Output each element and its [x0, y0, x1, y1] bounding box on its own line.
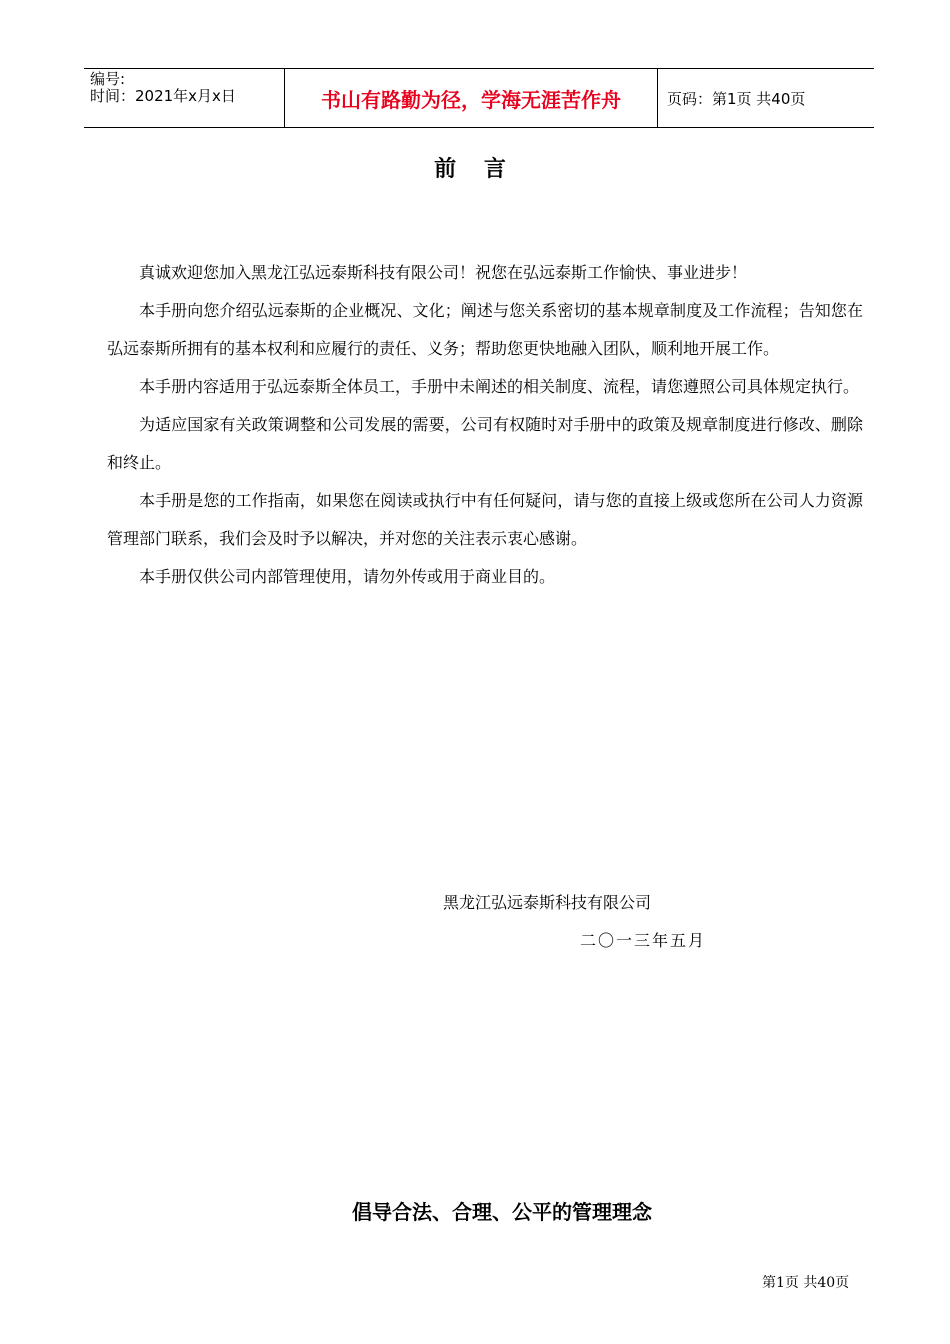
page-title: 前 言: [434, 157, 516, 182]
header-page-info: 页码：第1页 共40页: [667, 89, 806, 108]
preface-body: [107, 254, 863, 596]
preface-paragraph-6: 本手册仅供公司内部管理使用，请勿外传或用于商业目的。: [139, 567, 556, 586]
preface-paragraph-3: 本手册内容适用于弘远泰斯全体员工，手册中未阐述的相关制度、流程，请您遵照公司具体规定执行。: [139, 377, 860, 396]
preface-paragraph-5: 本手册是您的工作指南，如果您在阅读或执行中有任何疑问，请与您的直接上级或您所在公司人力资源管理部门联系，我们会及时予以解决，并对您的关注表示衷心感谢。: [107, 491, 863, 548]
document-time-label: 时间：2021年x月x日: [90, 87, 236, 105]
preface-paragraph-1: 真诚欢迎您加入黑龙江弘远泰斯科技有限公司！祝您在弘远泰斯工作愉快、事业进步！: [139, 263, 748, 282]
header-motto: 书山有路勤为径，学海无涯苦作舟: [321, 87, 621, 112]
preface-paragraph-2: 本手册向您介绍弘远泰斯的企业概况、文化；阐述与您关系密切的基本规章制度及工作流程；告知您在弘远泰斯所拥有的基本权利和应履行的责任、义务；帮助您更快地融入团队，顺利地开展工作。: [107, 301, 863, 358]
slogan: 倡导合法、合理、公平的管理理念: [352, 1200, 652, 1224]
document-header: [84, 68, 874, 128]
header-page-cell: [658, 69, 874, 127]
header-motto-cell: [285, 69, 658, 127]
page-footer: 第1页 共40页: [762, 1275, 850, 1291]
document-number-label: 编号:: [90, 70, 126, 88]
signature-date: 二〇一三年五月: [580, 931, 707, 950]
header-left-cell: [84, 69, 285, 127]
signature-company: 黑龙江弘远泰斯科技有限公司: [443, 893, 652, 912]
preface-paragraph-4: 为适应国家有关政策调整和公司发展的需要，公司有权随时对手册中的政策及规章制度进行修改、删除和终止。: [107, 415, 863, 472]
